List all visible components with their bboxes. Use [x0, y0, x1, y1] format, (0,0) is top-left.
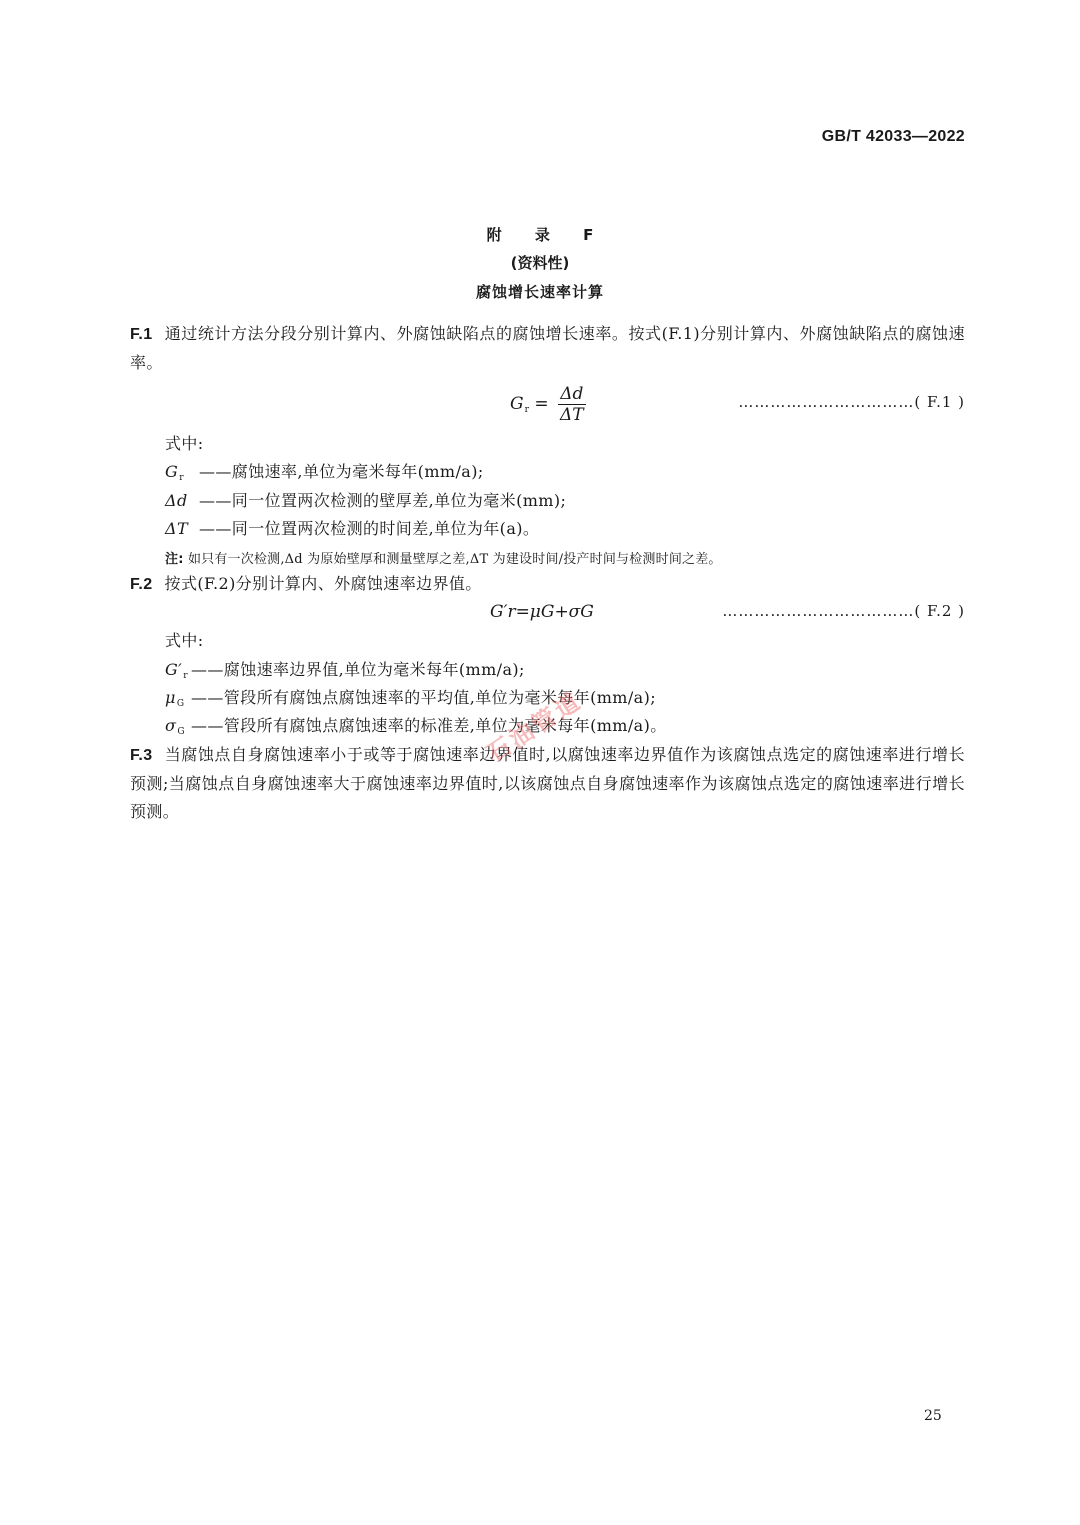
definition-text: ——管段所有腐蚀点腐蚀速率的平均值,单位为毫米每年(mm/a);	[191, 688, 657, 707]
formula-lhs: G	[510, 394, 524, 414]
section-f2-paragraph	[130, 570, 965, 599]
definition-line	[165, 515, 539, 543]
formula-lhs-sub: r	[524, 405, 529, 415]
definition-text: ——腐蚀速率,单位为毫米每年(mm/a);	[199, 462, 484, 481]
section-text: 通过统计方法分段分别计算内、外腐蚀缺陷点的腐蚀增长速率。按式(F.1)分别计算内、外腐蚀缺陷点的腐蚀速率。	[130, 324, 965, 372]
section-text: 按式(F.2)分别计算内、外腐蚀速率边界值。	[164, 574, 482, 593]
definition-text: ——管段所有腐蚀点腐蚀速率的标准差,单位为毫米每年(mm/a)。	[191, 716, 667, 735]
where-label: 式中:	[165, 631, 204, 650]
where-label: 式中:	[165, 434, 204, 453]
page-number: 25	[924, 1408, 942, 1424]
section-number: F.3	[130, 747, 153, 764]
section-number: F.1	[130, 326, 153, 343]
formula-fraction	[558, 384, 586, 425]
definition-symbol: $G'_r$	[165, 660, 188, 681]
definition-text: ——同一位置两次检测的时间差,单位为年(a)。	[199, 519, 540, 538]
definition-symbol: $\sigma_G$	[165, 716, 185, 737]
section-number: F.2	[130, 576, 153, 593]
equation-number-f1: ……………………………( F.1 )	[738, 393, 965, 411]
section-f3-paragraph	[130, 741, 965, 826]
appendix-title: 腐蚀增长速率计算	[475, 283, 604, 301]
formula-numerator: Δd	[558, 384, 586, 405]
definition-line	[165, 487, 566, 515]
note-text: 如只有一次检测,Δd 为原始壁厚和测量壁厚之差,ΔT 为建设时间/投产时间与检测时间之差。	[187, 552, 722, 567]
formula-f2: G′r=μG+σG	[490, 602, 594, 622]
watermark: 石油管道	[481, 686, 588, 769]
appendix-label: 附 录 F	[486, 226, 608, 244]
section-f1-paragraph	[130, 320, 965, 377]
note	[165, 548, 722, 567]
note-label: 注:	[165, 552, 184, 567]
definition-symbol: ΔT	[165, 519, 189, 538]
formula-f1	[510, 384, 586, 425]
definition-symbol: $\mu_G$	[165, 688, 185, 709]
definition-symbol: $G_r$	[165, 462, 184, 483]
definition-symbol: Δd	[165, 491, 188, 510]
definition-text: ——腐蚀速率边界值,单位为毫米每年(mm/a);	[191, 660, 525, 679]
formula-denominator: ΔT	[559, 405, 584, 425]
equation-number-f2: ………………………………( F.2 )	[722, 602, 965, 620]
standard-code: GB/T 42033—2022	[821, 128, 965, 145]
section-text: 当腐蚀点自身腐蚀速率小于或等于腐蚀速率边界值时,以腐蚀速率边界值作为该腐蚀点选定的腐蚀速率进行增长预测;当腐蚀点自身腐蚀速率大于腐蚀速率边界值时,以该腐蚀点自身腐蚀速率作为该腐蚀点选定的腐蚀速率进行增长预测。	[130, 745, 965, 821]
formula-eq: =	[534, 394, 549, 414]
definition-text: ——同一位置两次检测的壁厚差,单位为毫米(mm);	[199, 491, 567, 510]
appendix-type: (资料性)	[510, 254, 570, 272]
